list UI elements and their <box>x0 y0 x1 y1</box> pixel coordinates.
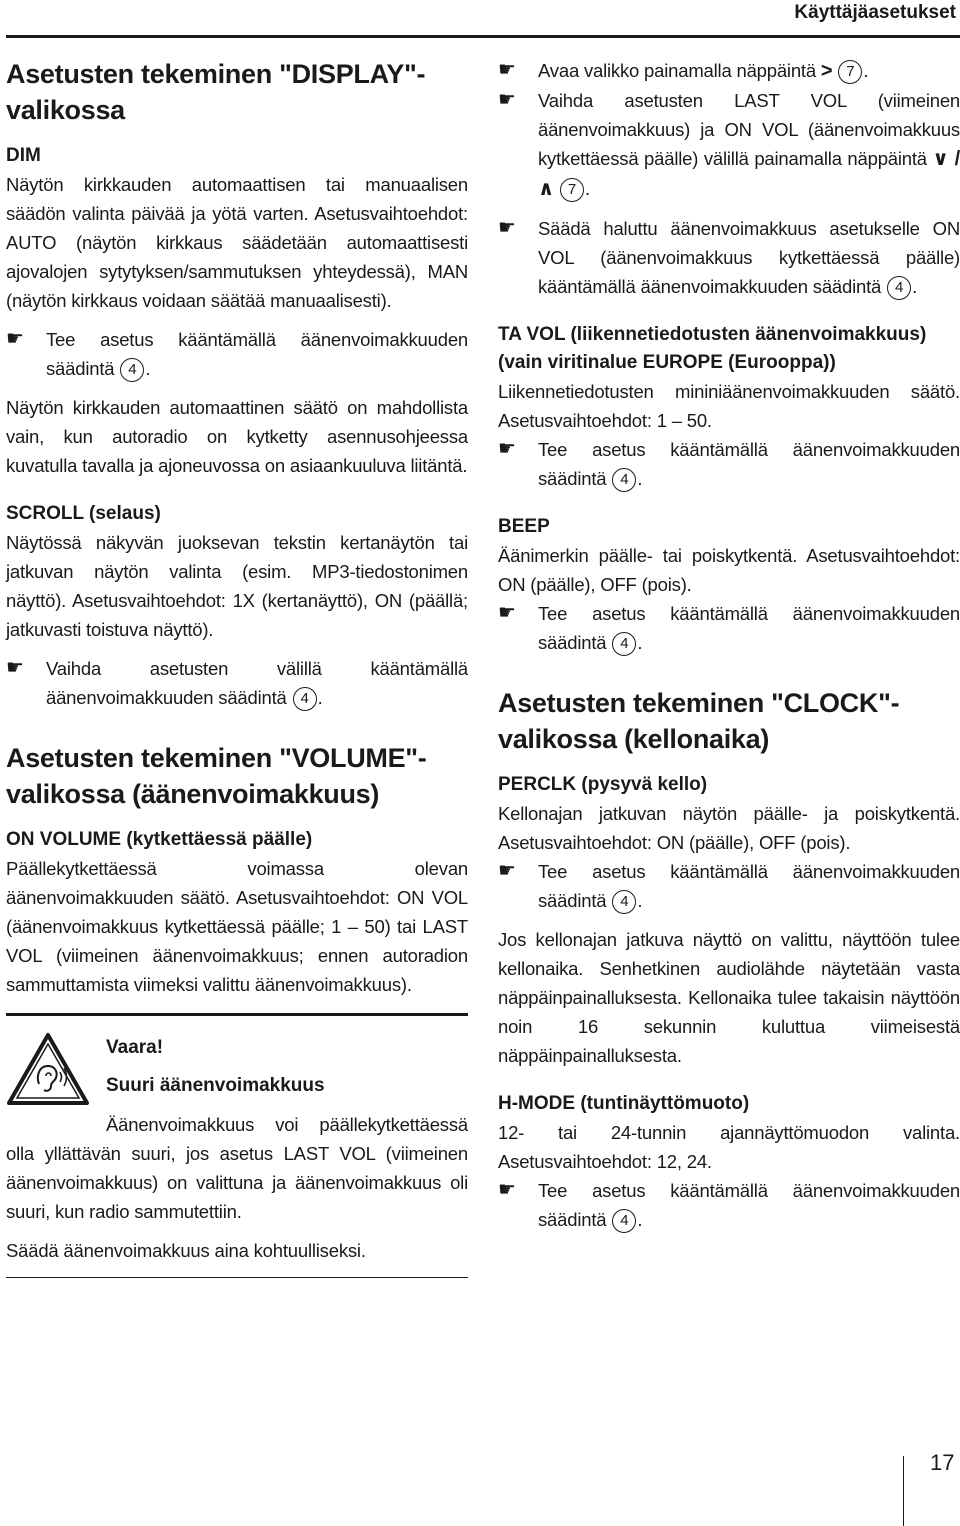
tavol-instruction: ☛ Tee asetus kääntämällä äänenvoimakkuuden säädintä 4 . <box>498 435 960 493</box>
warning-bottom-rule <box>6 1277 468 1278</box>
clock-section-heading: Asetusten tekeminen "CLOCK"-valikossa (kellonaika) <box>498 688 900 754</box>
switch-setting-instruction: ☛ Vaihda asetusten LAST VOL (viimeinen äänenvoimakkuus) ja ON VOL (äänenvoimakkuus kytkettäessä päälle) välillä painamalla näppäintä ∨ / ∧ 7 . <box>498 86 960 204</box>
perclk-text: Kellonajan jatkuvan näytön päälle- ja poiskytkentä. Asetusvaihtoehdot: ON (päälle), OFF (pois). <box>498 803 960 853</box>
scroll-instruction: ☛ Vaihda asetusten välillä kääntämällä äänenvoimakkuuden säädintä 4 . <box>6 654 468 712</box>
warning-advice: Säädä äänenvoimakkuus aina kohtuulliseksi. <box>6 1240 366 1261</box>
dim-heading: DIM <box>6 145 41 166</box>
pointing-hand-icon: ☛ <box>498 89 516 111</box>
warning-top-rule <box>6 1013 468 1016</box>
dim-text: Näytön kirkkauden automaattisen tai manuaalisen säädön valinta päivää ja yötä varten. Asetusvaihtoehdot: AUTO (näytön kirkkaus säädetään automaattisesti ajovalojen sytytyksen/sammutuksen yhteydessä), MAN (näytön kirkkaus voidaan säätää manuaalisesti). <box>6 174 468 311</box>
pointing-hand-icon: ☛ <box>498 860 516 882</box>
set-volume-instruction-text: Säädä haluttu äänenvoimakkuus asetukselle ON VOL (äänenvoimakkuus kytkettäessä päälle) kääntämällä äänenvoimakkuuden säädintä <box>538 218 960 297</box>
hmode-instruction-text: Tee asetus kääntämällä äänenvoimakkuuden säädintä <box>538 1180 960 1230</box>
key-4-icon: 4 <box>887 276 911 300</box>
up-down-arrow-icon: ∨ / ∧ <box>538 148 960 200</box>
warning-label: Vaara! <box>106 1037 164 1058</box>
perclk-instruction: ☛ Tee asetus kääntämällä äänenvoimakkuuden säädintä 4 . <box>498 857 960 915</box>
key-7-icon: 7 <box>838 60 862 84</box>
onvol-heading: ON VOLUME (kytkettäessä päälle) <box>6 829 313 850</box>
page-header-title: Käyttäjäasetukset <box>794 2 956 23</box>
dim-instruction: ☛ Tee asetus kääntämällä äänenvoimakkuuden säädintä 4 . <box>6 325 468 383</box>
scroll-instruction-text: Vaihda asetusten välillä kääntämällä äänenvoimakkuuden säädintä <box>46 658 468 708</box>
display-section-heading: Asetusten tekeminen "DISPLAY"-valikossa <box>6 59 426 125</box>
open-menu-instruction-text: Avaa valikko painamalla näppäintä <box>538 60 816 81</box>
pointing-hand-icon: ☛ <box>498 1179 516 1201</box>
perclk-note: Jos kellonajan jatkuva näyttö on valittu, näyttöön tulee kellonaika. Senhetkinen audiolähde näytetään vasta näppäinpainalluksesta. Kellonaika tulee takaisin näyttöön noin 16 sekunnin kuluttua viimeisestä näppäinpainalluksesta. <box>498 929 960 1066</box>
open-menu-instruction: ☛ Avaa valikko painamalla näppäintä > 7 . <box>498 56 960 86</box>
right-column <box>498 56 960 1234</box>
onvol-text: Päällekytkettäessä voimassa olevan äänenvoimakkuuden säätö. Asetusvaihtoehdot: ON VOL (äänenvoimakkuus kytkettäessä päälle; 1 – 50) tai LAST VOL (viimeinen äänenvoimakkuus; ennen autoradion sammuttamista viimeksi valittu äänenvoimakkuus). <box>6 858 468 995</box>
key-4-icon: 4 <box>612 890 636 914</box>
set-volume-instruction: ☛ Säädä haluttu äänenvoimakkuus asetukselle ON VOL (äänenvoimakkuus kytkettäessä päälle) kääntämällä äänenvoimakkuuden säädintä 4 . <box>498 214 960 301</box>
beep-text: Äänimerkin päälle- tai poiskytkentä. Asetusvaihtoehdot: ON (päälle), OFF (pois). <box>498 545 960 595</box>
beep-heading: BEEP <box>498 516 550 537</box>
hmode-heading: H-MODE (tuntinäyttömuoto) <box>498 1093 750 1114</box>
pointing-hand-icon: ☛ <box>6 328 24 350</box>
perclk-instruction-text: Tee asetus kääntämällä äänenvoimakkuuden säädintä <box>538 861 960 911</box>
scroll-text: Näytössä näkyvän juoksevan tekstin kertanäytön tai jatkuvan näytön valinta (esim. MP3-tiedostonimen näyttö). Asetusvaihtoehdot: 1X (kertanäyttö), ON (päällä; jatkuvasti toistuva näyttö). <box>6 532 468 640</box>
key-4-icon: 4 <box>293 687 317 711</box>
page-number-rule <box>903 1456 904 1526</box>
pointing-hand-icon: ☛ <box>498 438 516 460</box>
key-4-icon: 4 <box>612 1209 636 1233</box>
dim-instruction-text: Tee asetus kääntämällä äänenvoimakkuuden säädintä <box>46 329 468 379</box>
warning-box <box>6 1034 468 1278</box>
warning-title: Suuri äänenvoimakkuus <box>106 1075 325 1096</box>
pointing-hand-icon: ☛ <box>6 657 24 679</box>
pointing-hand-icon: ☛ <box>498 59 516 81</box>
volume-section-heading: Asetusten tekeminen "VOLUME"-valikossa (äänenvoimakkuus) <box>6 743 427 809</box>
tavol-instruction-text: Tee asetus kääntämällä äänenvoimakkuuden säädintä <box>538 439 960 489</box>
key-7-icon: 7 <box>560 178 584 202</box>
header-rule <box>6 35 960 38</box>
right-arrow-icon: > <box>820 60 833 82</box>
switch-setting-instruction-text: Vaihda asetusten LAST VOL (viimeinen äänenvoimakkuus) ja ON VOL (äänenvoimakkuus kytkettäessä päälle) välillä painamalla näppäintä <box>538 90 960 169</box>
left-column <box>6 56 468 1278</box>
tavol-heading: TA VOL (liikennetiedotusten äänenvoimakkuus) (vain viritinalue EUROPE (Eurooppa)) <box>498 324 927 373</box>
pointing-hand-icon: ☛ <box>498 602 516 624</box>
warning-text: Äänenvoimakkuus voi päällekytkettäessä olla yllättävän suuri, jos asetus LAST VOL (viimeinen äänenvoimakkuus) on valittuna ja äänenvoimakkuus oli suuri, kun radio sammutettiin. <box>6 1114 468 1222</box>
tavol-text: Liikennetiedotusten mininiäänenvoimakkuuden säätö. Asetusvaihtoehdot: 1 – 50. <box>498 381 960 431</box>
key-4-icon: 4 <box>120 358 144 382</box>
beep-instruction-text: Tee asetus kääntämällä äänenvoimakkuuden säädintä <box>538 603 960 653</box>
page-number: 17 <box>930 1450 955 1475</box>
hmode-instruction: ☛ Tee asetus kääntämällä äänenvoimakkuuden säädintä 4 . <box>498 1176 960 1234</box>
pointing-hand-icon: ☛ <box>498 217 516 239</box>
dim-note: Näytön kirkkauden automaattinen säätö on mahdollista vain, kun autoradio on kytketty asennusohjeessa kuvatulla tavalla ja ajoneuvossa on asiaankuuluva liitäntä. <box>6 397 468 476</box>
beep-instruction: ☛ Tee asetus kääntämällä äänenvoimakkuuden säädintä 4 . <box>498 599 960 657</box>
hmode-text: 12- tai 24-tunnin ajannäyttömuodon valinta. Asetusvaihtoehdot: 12, 24. <box>498 1122 960 1172</box>
warning-ear-triangle-icon <box>6 1032 90 1106</box>
scroll-heading: SCROLL (selaus) <box>6 503 161 524</box>
key-4-icon: 4 <box>612 468 636 492</box>
key-4-icon: 4 <box>612 632 636 656</box>
perclk-heading: PERCLK (pysyvä kello) <box>498 774 708 795</box>
